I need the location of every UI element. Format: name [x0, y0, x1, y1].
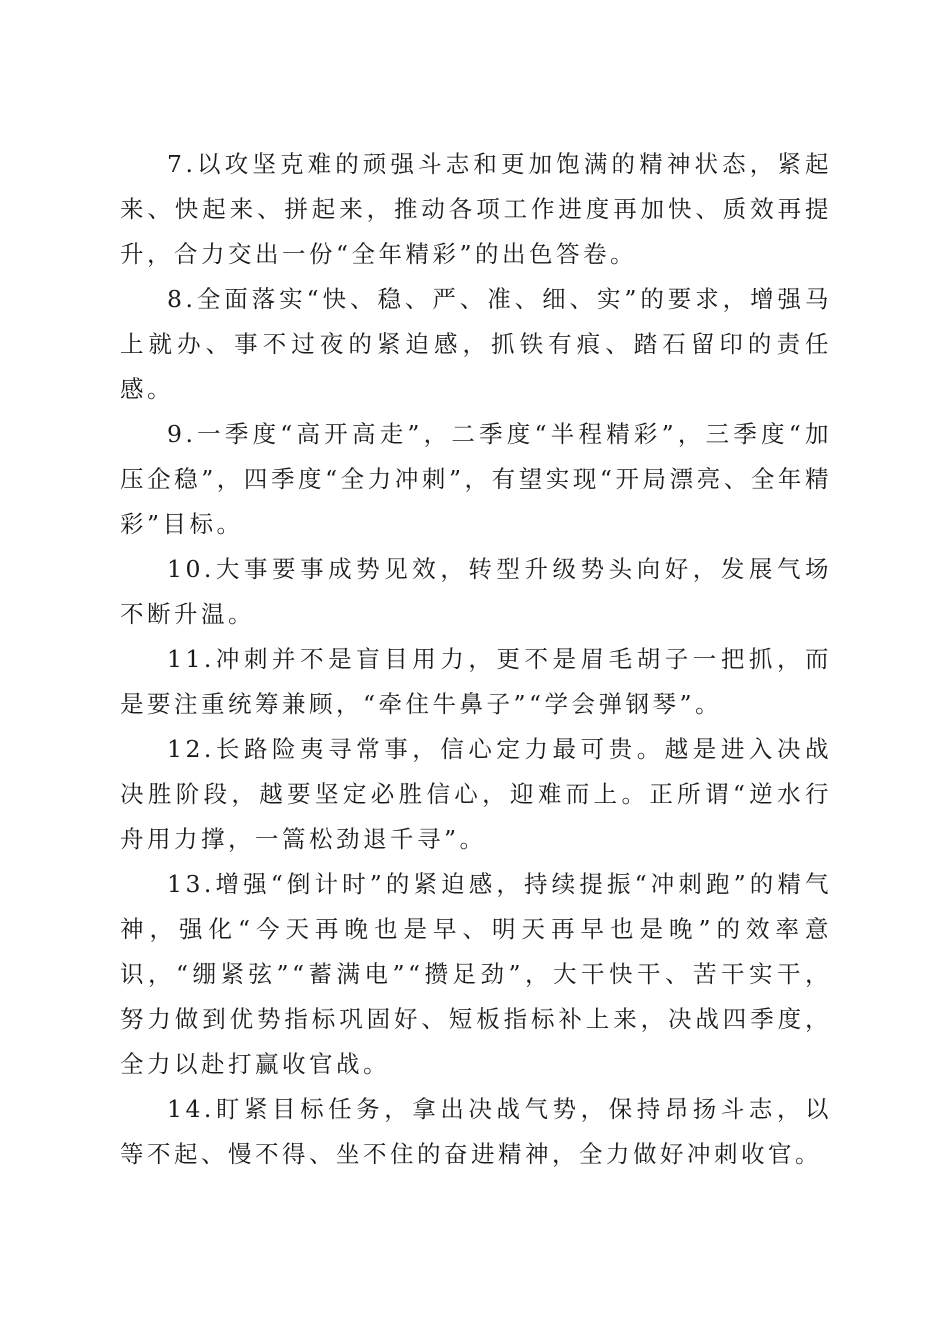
document-body: [120, 142, 832, 1177]
paragraph-7: 7.以攻坚克难的顽强斗志和更加饱满的精神状态，紧起来、快起来、拼起来，推动各项工作进度再加快、质效再提升，合力交出一份“全年精彩”的出色答卷。: [120, 150, 832, 268]
paragraph-8: 8.全面落实“快、稳、严、准、细、实”的要求，增强马上就办、事不过夜的紧迫感，抓铁有痕、踏石留印的责任感。: [120, 285, 832, 403]
paragraph-13: 13.增强“倒计时”的紧迫感，持续提振“冲刺跑”的精气神，强化“今天再晚也是早、明天再早也是晚”的效率意识，“绷紧弦”“蓄满电”“攒足劲”，大干快干、苦干实干，努力做到优势指标巩固好、短板指标补上来，决战四季度，全力以赴打赢收官战。: [120, 870, 832, 1078]
paragraph-14: 14.盯紧目标任务，拿出决战气势，保持昂扬斗志，以等不起、慢不得、坐不住的奋进精神，全力做好冲刺收官。: [120, 1095, 832, 1168]
paragraph-10: 10.大事要事成势见效，转型升级势头向好，发展气场不断升温。: [120, 555, 832, 628]
paragraph-9: 9.一季度“高开高走”，二季度“半程精彩”，三季度“加压企稳”，四季度“全力冲刺”，有望实现“开局漂亮、全年精彩”目标。: [120, 420, 832, 538]
paragraph-11: 11.冲刺并不是盲目用力，更不是眉毛胡子一把抓，而是要注重统筹兼顾，“牵住牛鼻子”“学会弹钢琴”。: [120, 645, 832, 718]
paragraph-12: 12.长路险夷寻常事，信心定力最可贵。越是进入决战决胜阶段，越要坚定必胜信心，迎难而上。正所谓“逆水行舟用力撑，一篙松劲退千寻”。: [120, 735, 832, 853]
